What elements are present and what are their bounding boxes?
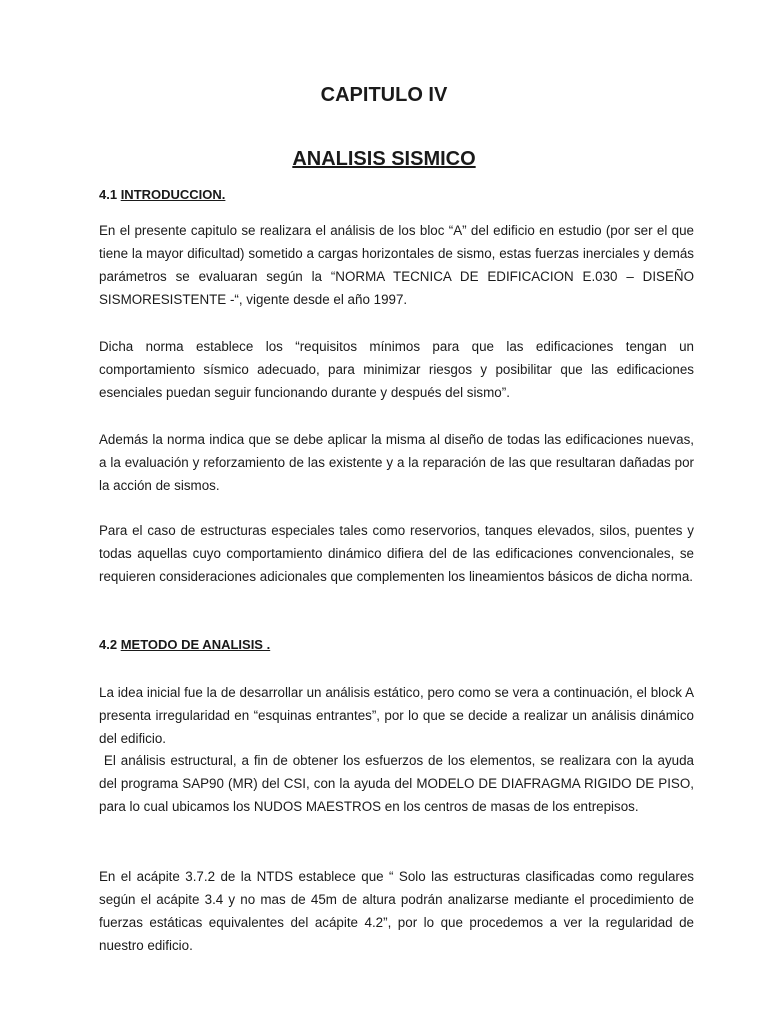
- document-title: ANALISIS SISMICO: [292, 148, 476, 170]
- section-heading-metodo: [99, 636, 270, 654]
- paragraph-intro-4: Para el caso de estructuras especiales tales como reservorios, tanques elevados, silos, puentes y todas aquellas cuyo comportamiento dinámico difiera del de las edificaciones convencionales, se requieren consideraciones adicionales que complementen los lineamientos básicos de dicha norma.: [99, 523, 694, 584]
- paragraph-intro-1: En el presente capitulo se realizara el análisis de los bloc “A” del edificio en estudio (por ser el que tiene la mayor dificultad) sometido a cargas horizontales de sismo, estas fuerzas inerciales y demás parámetros se evaluaran según la “NORMA TECNICA DE EDIFICACION E.030 – DISEÑO SISMORESISTENTE -“, vigente desde el año 1997.: [99, 223, 694, 307]
- section-title: METODO DE ANALISIS .: [120, 637, 271, 652]
- section-title: INTRODUCCION.: [120, 187, 226, 202]
- section-number: 4.1: [99, 187, 121, 202]
- paragraph-metodo-3: En el acápite 3.7.2 de la NTDS establece que “ Solo las estructuras clasificadas como regulares según el acápite 3.4 y no mas de 45m de altura podrán analizarse mediante el procedimiento de fuerzas estáticas equivalentes del acápite 4.2”, por lo que procedemos a ver la regularidad de nuestro edificio.: [99, 869, 694, 953]
- paragraph-intro-2: Dicha norma establece los “requisitos mínimos para que las edificaciones tengan un comportamiento sísmico adecuado, para minimizar riesgos y posibilitar que las edificaciones esenciales puedan seguir funcionando durante y después del sismo”.: [99, 339, 694, 400]
- paragraph-intro-3: Además la norma indica que se debe aplicar la misma al diseño de todas las edificaciones nuevas, a la evaluación y reforzamiento de las existente y a la reparación de las que resultaran dañadas por la acción de sismos.: [99, 432, 694, 493]
- paragraph-metodo-2: El análisis estructural, a fin de obtener los esfuerzos de los elementos, se realizara con la ayuda del programa SAP90 (MR) del CSI, con la ayuda del MODELO DE DIAFRAGMA RIGIDO DE PISO, para lo cual ubicamos los NUDOS MAESTROS en los centros de masas de los entrepisos.: [99, 753, 698, 814]
- chapter-title: CAPITULO IV: [320, 84, 448, 106]
- paragraph-metodo-1: La idea inicial fue la de desarrollar un análisis estático, pero como se vera a continuación, el block A presenta irregularidad en “esquinas entrantes”, por lo que se decide a realizar un análisis dinámico del edificio.: [99, 685, 694, 746]
- section-number: 4.2: [99, 637, 121, 652]
- section-heading-introduccion: [99, 186, 225, 204]
